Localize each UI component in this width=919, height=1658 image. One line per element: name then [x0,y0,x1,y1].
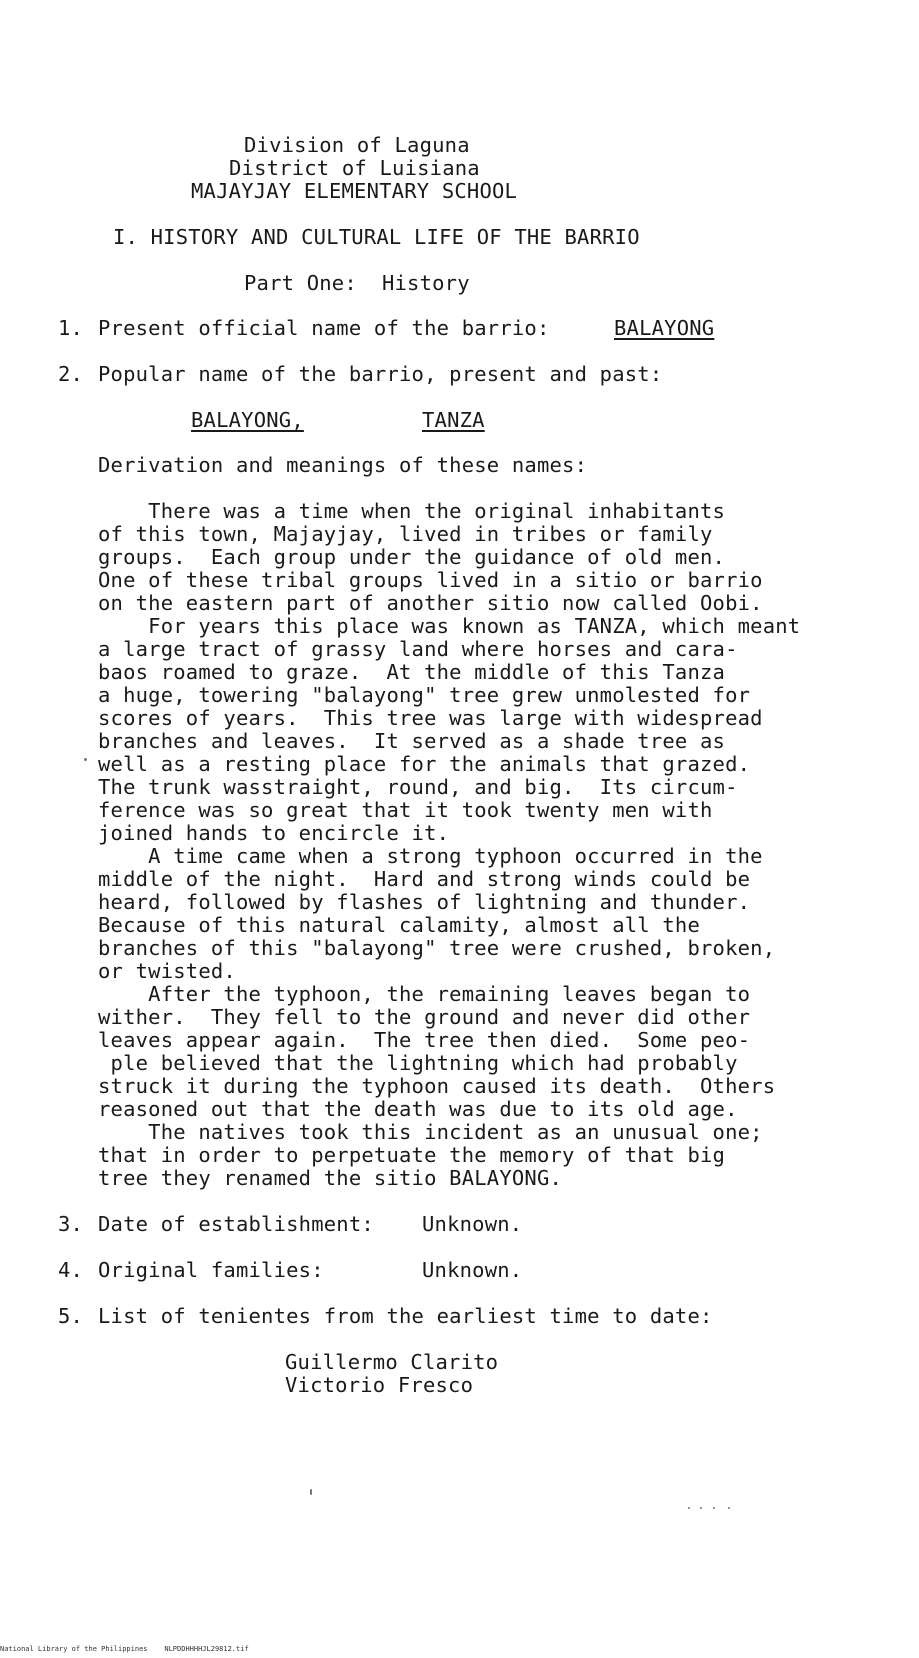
scan-speck [700,1507,702,1509]
narrative-line: or twisted. [98,959,236,983]
narrative-line: For years this place was known as TANZA, which meant [98,614,801,638]
narrative-line: After the typhoon, the remaining leaves began to [98,982,751,1006]
teniente-name: Victorio Fresco [285,1373,474,1397]
narrative-line: wither. They fell to the ground and never did other [98,1005,751,1029]
narrative-line: There was a time when the original inhabitants [98,499,726,523]
narrative-line: Because of this natural calamity, almost all the [98,913,701,937]
item-4-number: 4. [58,1258,84,1282]
popular-name-past: TANZA [422,408,485,432]
footer-library: National Library of the Philippines [0,1645,148,1653]
teniente-name: Guillermo Clarito [285,1350,499,1374]
narrative-line: branches and leaves. It served as a shade tree as [98,729,726,753]
narrative-line: struck it during the typhoon caused its death. Others [98,1074,776,1098]
header-school: MAJAYJAY ELEMENTARY SCHOOL [191,179,518,203]
original-families: Unknown. [422,1258,523,1282]
narrative-line: joined hands to encircle it. [98,821,450,845]
item-1-number: 1. [58,316,84,340]
narrative-line: ple believed that the lightning which had probably [98,1051,738,1075]
item-3-label: Date of establishment: [98,1212,374,1236]
header-district: District of Luisiana [229,156,480,180]
narrative-line: The natives took this incident as an unusual one; [98,1120,763,1144]
section-title: I. HISTORY AND CULTURAL LIFE OF THE BARRIO [113,225,640,249]
popular-name-present: BALAYONG, [191,408,304,432]
item-1-label: Present official name of the barrio: [98,316,550,340]
narrative-line: reasoned out that the death was due to its old age. [98,1097,738,1121]
narrative-line: leaves appear again. The tree then died. Some peo- [98,1028,751,1052]
narrative-line: ference was so great that it took twenty men with [98,798,713,822]
barrio-official-name: BALAYONG [614,316,715,340]
item-5-number: 5. [58,1304,84,1328]
narrative-line: a huge, towering "balayong" tree grew unmolested for [98,683,751,707]
item-5-label: List of tenientes from the earliest time to date: [98,1304,713,1328]
derivation-label: Derivation and meanings of these names: [98,453,588,477]
scan-speck [728,1507,730,1509]
narrative-line: baos roamed to graze. At the middle of this Tanza [98,660,726,684]
narrative-line: middle of the night. Hard and strong winds could be [98,867,751,891]
scan-footer [0,1645,249,1654]
narrative-line: of this town, Majayjay, lived in tribes or family [98,522,713,546]
item-3-number: 3. [58,1212,84,1236]
narrative-line: heard, followed by flashes of lightning and thunder. [98,890,751,914]
narrative-line: on the eastern part of another sitio now called Oobi. [98,591,763,615]
narrative-line: well as a resting place for the animals that grazed. [98,752,751,776]
narrative-line: branches of this "balayong" tree were crushed, broken, [98,936,776,960]
narrative-line: The trunk wasstraight, round, and big. Its circum- [98,775,738,799]
narrative-line: a large tract of grassy land where horses and cara- [98,637,738,661]
item-2-number: 2. [58,362,84,386]
item-2-label: Popular name of the barrio, present and past: [98,362,663,386]
scan-speck [84,758,87,761]
footer-file-id: NLPDDHHHHJL29812.tif [164,1645,249,1653]
establishment-date: Unknown. [422,1212,523,1236]
header-division: Division of Laguna [244,133,470,157]
scan-speck [713,1507,715,1509]
scan-speck [310,1489,312,1495]
narrative-line: that in order to perpetuate the memory of that big [98,1143,726,1167]
scan-speck [688,1507,690,1509]
narrative-line: One of these tribal groups lived in a sitio or barrio [98,568,763,592]
narrative-line: tree they renamed the sitio BALAYONG. [98,1166,563,1190]
item-4-label: Original families: [98,1258,324,1282]
part-title: Part One: History [244,271,470,295]
narrative-line: groups. Each group under the guidance of old men. [98,545,726,569]
narrative-line: scores of years. This tree was large with widespread [98,706,763,730]
narrative-line: A time came when a strong typhoon occurred in the [98,844,763,868]
